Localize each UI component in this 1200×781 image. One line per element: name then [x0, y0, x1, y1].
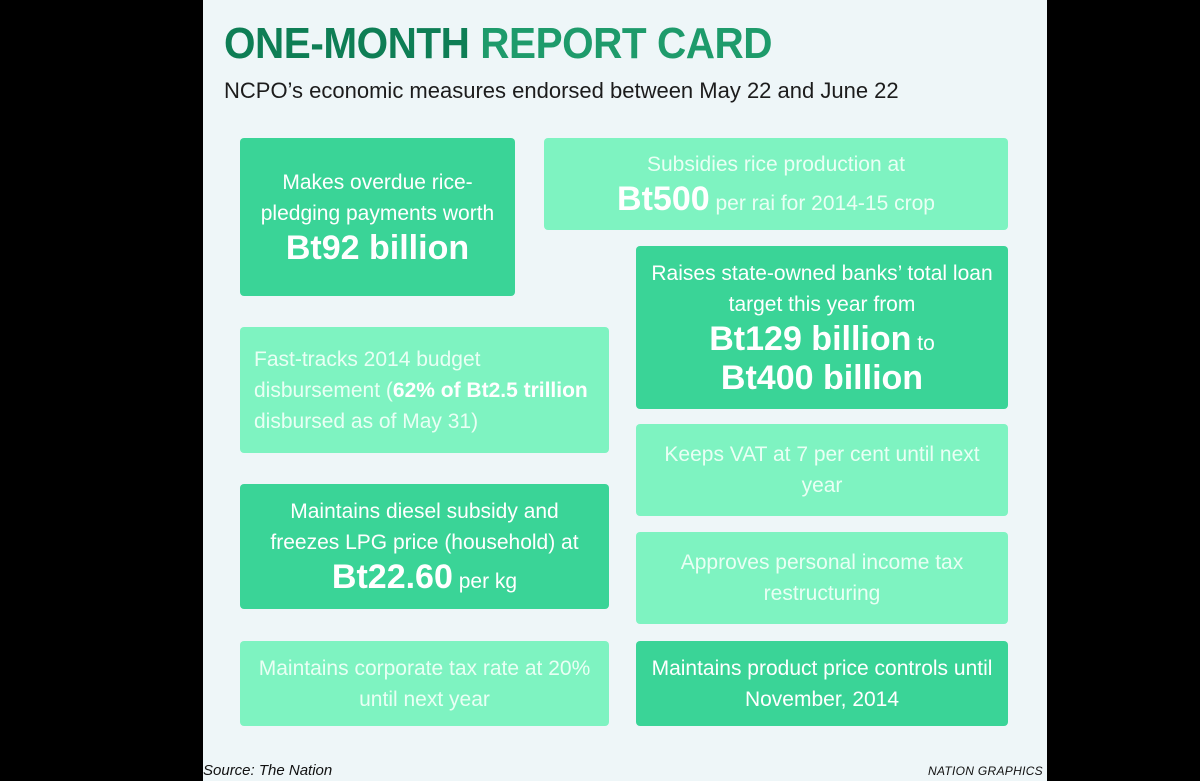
title-part1: ONE-MONTH	[224, 19, 470, 68]
vat-box	[636, 424, 1008, 516]
rice-subsidy-box	[544, 138, 1008, 230]
title-part2: REPORT CARD	[480, 19, 773, 68]
subtitle: NCPO’s economic measures endorsed between May 22 and June 22	[224, 78, 899, 103]
rice-pledging-text: Makes overdue rice-pledging payments worth	[260, 171, 495, 225]
loan-target-amount-from: Bt129 billion	[709, 320, 912, 358]
corporate-tax-box	[240, 641, 609, 726]
infographic	[203, 0, 1047, 781]
price-controls-box	[636, 641, 1008, 726]
budget-text-1: Fast-tracks 2014 budget disbursement (	[254, 347, 481, 402]
income-tax-text: Approves personal income tax restructuring	[680, 551, 964, 605]
price-controls-text: Maintains product price controls until November, 2014	[651, 656, 993, 711]
diesel-text: Maintains diesel subsidy and freezes LPG price (household) at	[270, 500, 579, 554]
rice-pledging-amount: Bt92 billion	[285, 229, 470, 267]
budget-text-2: disbursed as of May 31)	[254, 409, 479, 433]
rice-subsidy-suffix: per rai for 2014-15 crop	[715, 192, 935, 215]
budget-box	[240, 327, 609, 453]
loan-target-amount-to: Bt400 billion	[720, 359, 924, 397]
rice-pledging-box	[240, 138, 515, 296]
source-note: Source: The Nation	[203, 762, 333, 779]
loan-target-text: Raises state-owned banks’ total loan target this year from	[651, 262, 993, 316]
income-tax-box	[636, 532, 1008, 624]
loan-target-box	[636, 246, 1008, 409]
diesel-amount: Bt22.60	[331, 558, 453, 596]
rice-subsidy-amount: Bt500	[617, 180, 710, 218]
page-title	[224, 18, 772, 70]
budget-bold: 62% of Bt2.5 trillion	[392, 378, 588, 402]
rice-subsidy-text: Subsidies rice production at	[647, 153, 905, 176]
corporate-tax-text: Maintains corporate tax rate at 20% until next year	[258, 656, 591, 711]
graphics-credit: NATION GRAPHICS	[928, 764, 1043, 778]
diesel-suffix: per kg	[458, 570, 518, 593]
loan-target-to: to	[917, 332, 935, 355]
vat-text: Keeps VAT at 7 per cent until next year	[664, 443, 980, 497]
diesel-box	[240, 484, 609, 609]
